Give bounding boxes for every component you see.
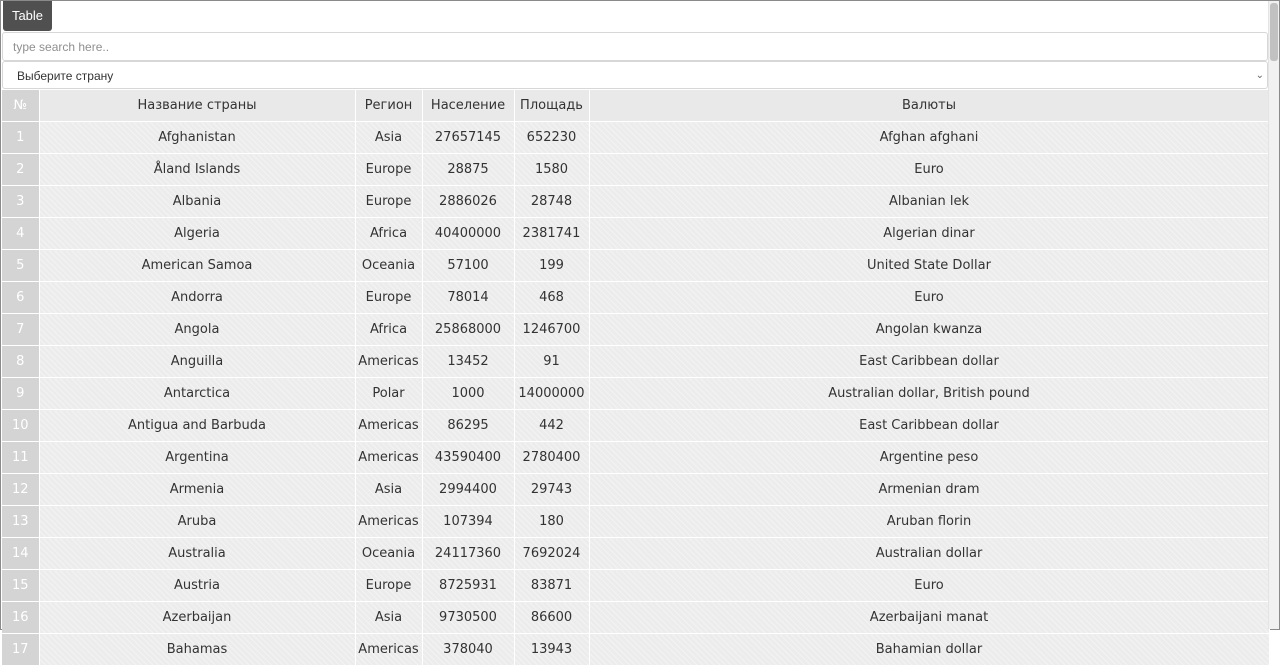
cell-country-name: Antarctica	[39, 378, 355, 410]
table-row[interactable]	[2, 250, 1269, 282]
countries-table	[2, 90, 1270, 666]
vertical-scrollbar[interactable]	[1268, 1, 1279, 629]
cell-currencies: Azerbaijani manat	[589, 602, 1269, 634]
cell-number: 14	[2, 538, 39, 570]
cell-number: 9	[2, 378, 39, 410]
cell-area: 1246700	[514, 314, 589, 346]
cell-country-name: Armenia	[39, 474, 355, 506]
table-row[interactable]	[2, 442, 1269, 474]
table-row[interactable]	[2, 218, 1269, 250]
cell-country-name: Algeria	[39, 218, 355, 250]
cell-number: 1	[2, 122, 39, 154]
cell-region: Europe	[355, 154, 422, 186]
cell-population: 57100	[422, 250, 514, 282]
scrollbar-thumb[interactable]	[1270, 3, 1278, 61]
cell-population: 86295	[422, 410, 514, 442]
cell-population: 2994400	[422, 474, 514, 506]
tab-table[interactable]: Table	[3, 1, 52, 31]
cell-population: 378040	[422, 634, 514, 666]
cell-area: 180	[514, 506, 589, 538]
cell-currencies: East Caribbean dollar	[589, 410, 1269, 442]
cell-currencies: Algerian dinar	[589, 218, 1269, 250]
column-header-area[interactable]: Площадь	[514, 90, 589, 122]
column-header-region[interactable]: Регион	[355, 90, 422, 122]
table-row[interactable]	[2, 474, 1269, 506]
cell-region: Americas	[355, 634, 422, 666]
cell-country-name: Argentina	[39, 442, 355, 474]
cell-region: Europe	[355, 282, 422, 314]
cell-region: Americas	[355, 442, 422, 474]
tab-bar	[1, 1, 1269, 32]
table-row[interactable]	[2, 282, 1269, 314]
cell-country-name: Aruba	[39, 506, 355, 538]
column-header-number[interactable]: №	[2, 90, 39, 122]
cell-area: 199	[514, 250, 589, 282]
table-row[interactable]	[2, 186, 1269, 218]
cell-area: 83871	[514, 570, 589, 602]
cell-currencies: Australian dollar, British pound	[589, 378, 1269, 410]
cell-region: Africa	[355, 218, 422, 250]
table-row[interactable]	[2, 538, 1269, 570]
cell-region: Asia	[355, 602, 422, 634]
country-select[interactable]	[2, 61, 1268, 89]
cell-country-name: Bahamas	[39, 634, 355, 666]
table-row[interactable]	[2, 570, 1269, 602]
cell-currencies: Australian dollar	[589, 538, 1269, 570]
cell-population: 1000	[422, 378, 514, 410]
cell-area: 86600	[514, 602, 589, 634]
column-header-population[interactable]: Население	[422, 90, 514, 122]
cell-population: 40400000	[422, 218, 514, 250]
cell-population: 43590400	[422, 442, 514, 474]
table-header-row	[2, 90, 1269, 122]
cell-population: 24117360	[422, 538, 514, 570]
cell-number: 5	[2, 250, 39, 282]
cell-currencies: East Caribbean dollar	[589, 346, 1269, 378]
table-row[interactable]	[2, 314, 1269, 346]
cell-region: Polar	[355, 378, 422, 410]
cell-population: 9730500	[422, 602, 514, 634]
cell-region: Asia	[355, 474, 422, 506]
cell-country-name: Angola	[39, 314, 355, 346]
cell-region: Oceania	[355, 250, 422, 282]
cell-country-name: Andorra	[39, 282, 355, 314]
cell-population: 13452	[422, 346, 514, 378]
cell-area: 13943	[514, 634, 589, 666]
cell-currencies: Armenian dram	[589, 474, 1269, 506]
cell-currencies: Albanian lek	[589, 186, 1269, 218]
cell-region: Americas	[355, 346, 422, 378]
cell-country-name: Austria	[39, 570, 355, 602]
cell-region: Europe	[355, 186, 422, 218]
table-row[interactable]	[2, 346, 1269, 378]
column-header-currencies[interactable]: Валюты	[589, 90, 1269, 122]
cell-country-name: Azerbaijan	[39, 602, 355, 634]
cell-area: 7692024	[514, 538, 589, 570]
cell-region: Oceania	[355, 538, 422, 570]
cell-region: Europe	[355, 570, 422, 602]
cell-region: Africa	[355, 314, 422, 346]
country-select-value: Выберите страну	[17, 69, 114, 83]
cell-number: 12	[2, 474, 39, 506]
table-row[interactable]	[2, 154, 1269, 186]
cell-currencies: Argentine peso	[589, 442, 1269, 474]
cell-region: Asia	[355, 122, 422, 154]
cell-population: 107394	[422, 506, 514, 538]
cell-area: 442	[514, 410, 589, 442]
cell-number: 4	[2, 218, 39, 250]
cell-currencies: Aruban florin	[589, 506, 1269, 538]
cell-country-name: Afghanistan	[39, 122, 355, 154]
cell-number: 6	[2, 282, 39, 314]
cell-currencies: Euro	[589, 282, 1269, 314]
cell-number: 16	[2, 602, 39, 634]
search-input[interactable]	[2, 32, 1268, 61]
cell-area: 2381741	[514, 218, 589, 250]
countries-table-container	[2, 90, 1269, 657]
column-header-country-name[interactable]: Название страны	[39, 90, 355, 122]
cell-area: 14000000	[514, 378, 589, 410]
cell-area: 91	[514, 346, 589, 378]
chevron-down-icon: ⌄	[1255, 70, 1264, 81]
cell-population: 25868000	[422, 314, 514, 346]
cell-population: 78014	[422, 282, 514, 314]
cell-currencies: United State Dollar	[589, 250, 1269, 282]
cell-area: 1580	[514, 154, 589, 186]
table-row[interactable]	[2, 410, 1269, 442]
table-row[interactable]	[2, 122, 1269, 154]
cell-area: 652230	[514, 122, 589, 154]
cell-region: Americas	[355, 506, 422, 538]
cell-country-name: Anguilla	[39, 346, 355, 378]
cell-area: 28748	[514, 186, 589, 218]
cell-country-name: Albania	[39, 186, 355, 218]
cell-currencies: Afghan afghani	[589, 122, 1269, 154]
cell-currencies: Angolan kwanza	[589, 314, 1269, 346]
cell-number: 2	[2, 154, 39, 186]
cell-number: 8	[2, 346, 39, 378]
cell-number: 17	[2, 634, 39, 666]
cell-number: 15	[2, 570, 39, 602]
cell-region: Americas	[355, 410, 422, 442]
table-row[interactable]	[2, 378, 1269, 410]
cell-country-name: Åland Islands	[39, 154, 355, 186]
cell-number: 13	[2, 506, 39, 538]
cell-population: 28875	[422, 154, 514, 186]
cell-population: 8725931	[422, 570, 514, 602]
table-row[interactable]	[2, 506, 1269, 538]
cell-currencies: Euro	[589, 154, 1269, 186]
cell-number: 11	[2, 442, 39, 474]
cell-number: 3	[2, 186, 39, 218]
table-body	[2, 122, 1269, 666]
cell-area: 468	[514, 282, 589, 314]
cell-currencies: Euro	[589, 570, 1269, 602]
cell-country-name: Australia	[39, 538, 355, 570]
cell-country-name: American Samoa	[39, 250, 355, 282]
cell-country-name: Antigua and Barbuda	[39, 410, 355, 442]
cell-area: 2780400	[514, 442, 589, 474]
cell-area: 29743	[514, 474, 589, 506]
table-row[interactable]	[2, 634, 1269, 666]
cell-population: 27657145	[422, 122, 514, 154]
cell-population: 2886026	[422, 186, 514, 218]
table-row[interactable]	[2, 602, 1269, 634]
cell-number: 7	[2, 314, 39, 346]
cell-currencies: Bahamian dollar	[589, 634, 1269, 666]
cell-number: 10	[2, 410, 39, 442]
